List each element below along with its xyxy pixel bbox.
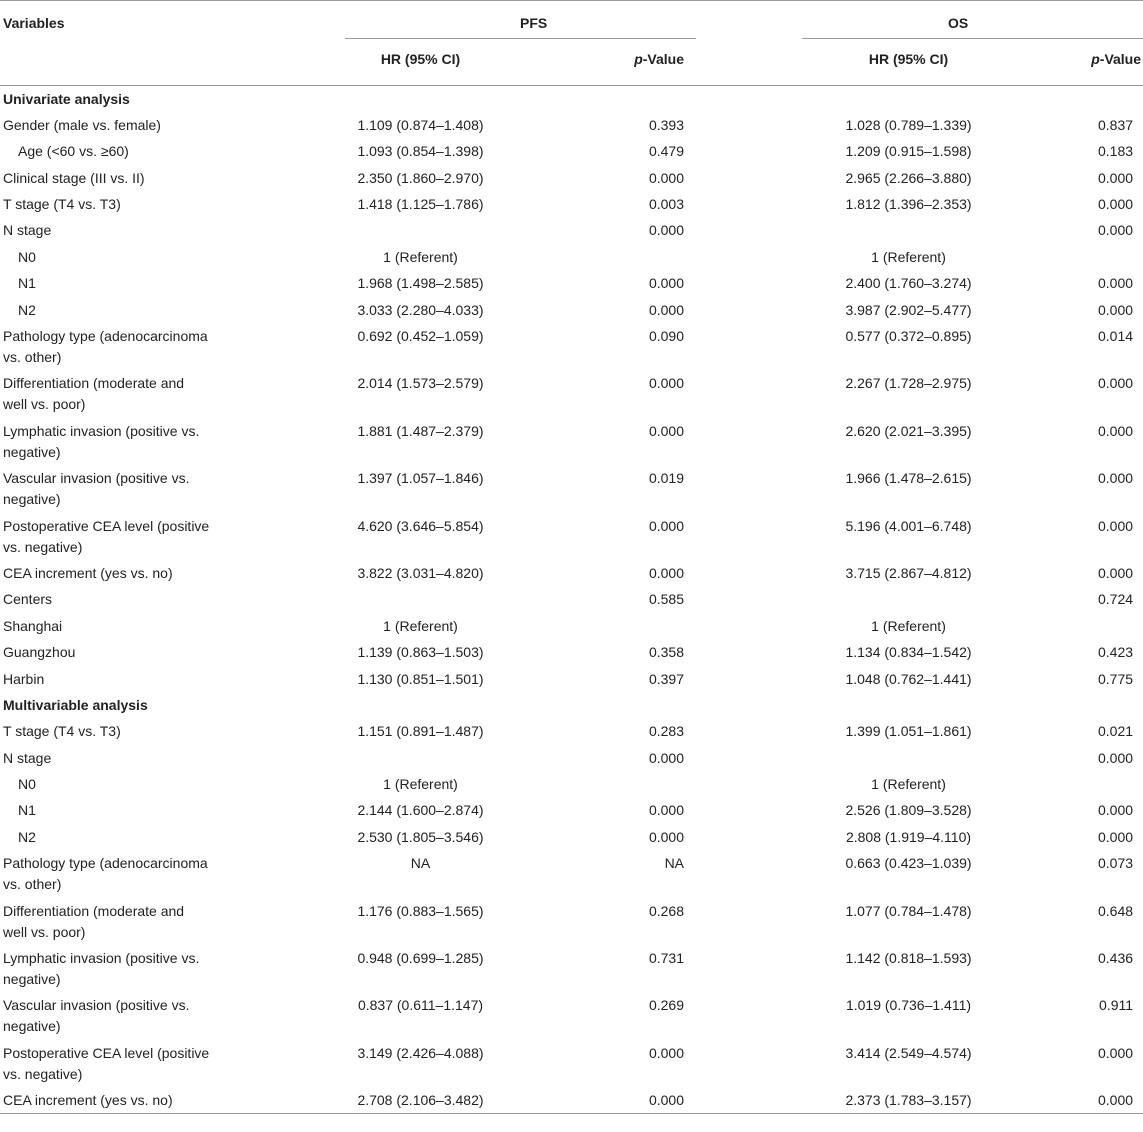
os-hr-cell (800, 217, 1037, 243)
os-hr-cell: 2.267 (1.728–2.975) (845, 375, 972, 392)
pfs-pvalue-cell: 0.003 (648, 196, 685, 213)
variable-label-line1: N1 (18, 802, 36, 819)
pfs-pvalue-cell: 0.000 (571, 1087, 696, 1113)
table-row (0, 992, 1143, 1039)
variable-label (0, 1040, 270, 1087)
spacer-cell (696, 898, 800, 945)
pfs-hr-cell: 1 (Referent) (383, 248, 458, 265)
spacer-cell (696, 418, 800, 465)
os-pvalue-cell: 0.436 (1097, 950, 1134, 967)
section-label: Multivariable analysis (3, 696, 148, 713)
pfs-hr-cell: 2.014 (1.573–2.579) (357, 375, 484, 392)
os-pvalue-cell: 0.000 (1097, 275, 1134, 292)
spacer-cell (696, 138, 800, 164)
table-row (0, 217, 1143, 243)
os-hr-cell: 2.965 (2.266–3.880) (845, 169, 972, 186)
pfs-hr-cell: 1.139 (0.863–1.503) (357, 644, 484, 661)
variable-label-line1: T stage (T4 vs. T3) (3, 723, 121, 740)
variable-label (0, 270, 270, 296)
spacer-cell (696, 217, 800, 243)
header-os: OS (800, 1, 1143, 38)
pfs-pvalue-cell (571, 771, 696, 797)
pfs-pvalue-cell: 0.000 (648, 375, 685, 392)
variable-label-line2: negative) (3, 971, 61, 988)
variable-label-line1: N2 (18, 301, 36, 318)
variable-label (0, 560, 270, 586)
pfs-hr-cell: 1.176 (0.883–1.565) (357, 902, 484, 919)
pfs-hr-cell: 3.149 (2.426–4.088) (357, 1044, 484, 1061)
os-pvalue-cell: 0.000 (1097, 301, 1134, 318)
variable-label-line2: negative) (3, 1018, 61, 1035)
pfs-hr-cell: 0.692 (0.452–1.059) (357, 328, 484, 345)
variable-label (0, 465, 270, 512)
variable-label-line2: vs. negative) (3, 538, 83, 555)
pfs-hr-cell: 2.144 (1.600–2.874) (357, 802, 484, 819)
os-hr-cell (800, 586, 1037, 612)
variable-label (0, 797, 270, 823)
variable-label (0, 297, 270, 323)
spacer-cell (696, 771, 800, 797)
pfs-pvalue-cell: 0.585 (648, 591, 685, 608)
table-row (0, 138, 1143, 164)
variable-label-line1: T stage (T4 vs. T3) (3, 196, 121, 213)
os-hr-cell: 0.577 (0.372–0.895) (845, 328, 972, 345)
pfs-hr-cell: 1 (Referent) (383, 776, 458, 793)
spacer-cell (696, 666, 800, 692)
os-hr-cell: 1.399 (1.051–1.861) (845, 723, 972, 740)
header-row-columns (0, 38, 1143, 86)
spacer-cell (696, 513, 800, 560)
variable-label-line1: Harbin (3, 670, 45, 687)
table-row (0, 165, 1143, 191)
pfs-pvalue-cell: 0.000 (648, 275, 685, 292)
pfs-hr-cell: 3.033 (2.280–4.033) (357, 301, 484, 318)
os-hr-cell: 2.808 (1.919–4.110) (845, 828, 972, 845)
variable-label-line1: N2 (18, 828, 36, 845)
variable-label (0, 992, 270, 1039)
pfs-hr-cell: 4.620 (3.646–5.854) (357, 517, 484, 534)
pfs-hr-cell: 2.350 (1.860–2.970) (357, 169, 484, 186)
os-pvalue-cell: 0.000 (1097, 749, 1134, 766)
pfs-pvalue-cell: 0.397 (648, 670, 685, 687)
spacer-cell (696, 297, 800, 323)
spacer-cell (696, 824, 800, 850)
variable-label-line1: Postoperative CEA level (positive (3, 517, 210, 534)
os-hr-cell: 1.134 (0.834–1.542) (845, 644, 972, 661)
variable-label (0, 613, 270, 639)
table-row (0, 639, 1143, 665)
variable-label-line2: vs. other) (3, 876, 62, 893)
variable-label-line1: CEA increment (yes vs. no) (3, 564, 173, 581)
variable-label (0, 718, 270, 744)
variable-label (0, 745, 270, 771)
spacer-cell (696, 165, 800, 191)
pfs-pvalue-cell: 0.268 (648, 902, 685, 919)
os-pvalue-cell: 0.000 (1097, 375, 1134, 392)
variable-label-line2: negative) (3, 491, 61, 508)
spacer-cell (696, 191, 800, 217)
spacer-cell (696, 945, 800, 992)
os-hr-cell: 1.966 (1.478–2.615) (845, 470, 972, 487)
os-pvalue-cell: 0.000 (1097, 422, 1134, 439)
pfs-hr-cell: 1.093 (0.854–1.398) (357, 143, 484, 160)
variable-label (0, 165, 270, 191)
pfs-hr-cell: 1.397 (1.057–1.846) (357, 470, 484, 487)
variable-label-line1: Guangzhou (3, 644, 76, 661)
header-row-groups (0, 1, 1143, 38)
variable-label-line2: well vs. poor) (3, 923, 86, 940)
variable-label (0, 370, 270, 417)
variable-label-line1: Shanghai (3, 617, 63, 634)
pfs-hr-cell (270, 586, 571, 612)
pfs-hr-cell: 1.418 (1.125–1.786) (357, 196, 484, 213)
pfs-pvalue-cell: 0.000 (648, 1044, 685, 1061)
spacer-cell (696, 560, 800, 586)
os-pvalue-cell: 0.724 (1097, 591, 1134, 608)
spacer-cell (696, 613, 800, 639)
table-row (0, 370, 1143, 417)
table-row (0, 718, 1143, 744)
table-row (0, 850, 1143, 897)
variable-label-line1: CEA increment (yes vs. no) (3, 1092, 173, 1109)
variable-label-line1: Gender (male vs. female) (3, 116, 161, 133)
table-row (0, 418, 1143, 465)
pfs-pvalue-cell: 0.731 (648, 950, 685, 967)
table-row (0, 270, 1143, 296)
section-row (0, 692, 1143, 718)
section-label: Univariate analysis (3, 91, 130, 107)
table-row (0, 560, 1143, 586)
os-pvalue-cell (1037, 244, 1143, 270)
spacer-cell (696, 370, 800, 417)
table-body (0, 86, 1143, 1114)
os-hr-cell: 1.028 (0.789–1.339) (845, 116, 972, 133)
table-row (0, 745, 1143, 771)
pfs-pvalue-cell: 0.000 (648, 222, 685, 239)
variable-label-line1: N0 (18, 248, 36, 265)
header-os-hr: HR (95% CI) (800, 38, 1037, 86)
os-pvalue-cell: 0.911 (1099, 997, 1134, 1014)
os-hr-cell: 3.987 (2.902–5.477) (845, 301, 972, 318)
variable-label-line1: Postoperative CEA level (positive (3, 1044, 210, 1061)
table-row (0, 112, 1143, 138)
spacer-cell (696, 797, 800, 823)
pfs-pvalue-cell: 0.000 (648, 802, 685, 819)
os-group-rule (802, 38, 1143, 39)
pfs-hr-cell: 0.948 (0.699–1.285) (357, 950, 484, 967)
header-os-pvalue (1037, 38, 1143, 86)
variable-label-line1: Clinical stage (III vs. II) (3, 169, 145, 186)
header-pfs-p-rest: -Value (642, 50, 685, 67)
variable-label-line2: vs. other) (3, 349, 62, 366)
header-os-p-rest: -Value (1099, 50, 1142, 67)
pfs-pvalue-cell: NA (664, 855, 685, 872)
variable-label-line1: Pathology type (adenocarcinoma (3, 328, 208, 345)
pfs-pvalue-cell: 0.283 (648, 723, 685, 740)
os-pvalue-cell: 0.000 (1037, 1087, 1143, 1113)
os-hr-cell: 5.196 (4.001–6.748) (845, 517, 972, 534)
pfs-hr-cell: 1.151 (0.891–1.487) (357, 723, 484, 740)
variable-label-line1: Age (<60 vs. ≥60) (18, 143, 129, 160)
variable-label (0, 217, 270, 243)
os-hr-cell: 1.048 (0.762–1.441) (845, 670, 972, 687)
os-pvalue-cell: 0.000 (1097, 222, 1134, 239)
table-row (0, 613, 1143, 639)
os-pvalue-cell (1037, 771, 1143, 797)
pfs-pvalue-cell: 0.019 (648, 470, 685, 487)
pfs-pvalue-cell: 0.358 (648, 644, 685, 661)
variable-label (0, 418, 270, 465)
os-hr-cell: 1.019 (0.736–1.411) (845, 997, 972, 1014)
os-hr-cell: 1 (Referent) (871, 617, 946, 634)
os-pvalue-cell: 0.000 (1097, 802, 1134, 819)
pfs-group-rule (345, 38, 696, 39)
os-hr-cell: 2.400 (1.760–3.274) (845, 275, 972, 292)
variable-label-line1: Lymphatic invasion (positive vs. (3, 422, 200, 439)
table-row (0, 898, 1143, 945)
os-hr-cell: 1.209 (0.915–1.598) (845, 143, 972, 160)
table-row (0, 244, 1143, 270)
pfs-pvalue-cell: 0.090 (648, 328, 685, 345)
spacer-cell (696, 718, 800, 744)
variable-label-line1: Lymphatic invasion (positive vs. (3, 950, 200, 967)
spacer-cell (696, 1040, 800, 1087)
pfs-hr-cell: 1.968 (1.498–2.585) (357, 275, 484, 292)
spacer-cell (696, 270, 800, 296)
os-hr-cell: 3.715 (2.867–4.812) (845, 564, 972, 581)
variable-label (0, 945, 270, 992)
os-hr-cell: 3.414 (2.549–4.574) (845, 1044, 972, 1061)
pfs-pvalue-cell (571, 613, 696, 639)
os-pvalue-cell: 0.014 (1097, 328, 1134, 345)
table-row (0, 586, 1143, 612)
spacer-cell (696, 1087, 800, 1113)
pfs-pvalue-cell: 0.000 (648, 517, 685, 534)
pfs-hr-cell: 1.881 (1.487–2.379) (357, 422, 484, 439)
pfs-pvalue-cell: 0.393 (648, 116, 685, 133)
spacer-cell (696, 112, 800, 138)
variable-label-line2: vs. negative) (3, 1065, 83, 1082)
variable-label (0, 513, 270, 560)
table-row (0, 797, 1143, 823)
variable-label (0, 323, 270, 370)
variable-label (0, 898, 270, 945)
os-pvalue-cell: 0.000 (1097, 564, 1134, 581)
pfs-pvalue-cell (571, 244, 696, 270)
pfs-hr-cell: 2.530 (1.805–3.546) (357, 828, 484, 845)
variable-label-line1: Centers (3, 591, 53, 608)
os-pvalue-cell: 0.000 (1097, 470, 1134, 487)
os-pvalue-cell: 0.021 (1097, 723, 1134, 740)
variable-label (0, 112, 270, 138)
os-pvalue-cell: 0.000 (1097, 196, 1134, 213)
os-pvalue-cell: 0.073 (1097, 855, 1134, 872)
pfs-pvalue-cell: 0.000 (648, 301, 685, 318)
section-row (0, 86, 1143, 112)
spacer-cell (696, 850, 800, 897)
os-pvalue-cell: 0.000 (1097, 169, 1134, 186)
variable-label (0, 824, 270, 850)
pfs-hr-cell: 1 (Referent) (383, 617, 458, 634)
variable-label-line1: Pathology type (adenocarcinoma (3, 855, 208, 872)
os-hr-cell (800, 745, 1037, 771)
os-pvalue-cell: 0.423 (1097, 644, 1134, 661)
variable-label-line1: N0 (18, 776, 36, 793)
spacer-cell (696, 586, 800, 612)
table-row (0, 465, 1143, 512)
os-hr-cell: 2.373 (1.783–3.157) (800, 1087, 1037, 1113)
os-hr-cell: 1.077 (0.784–1.478) (845, 902, 972, 919)
header-pfs-p-italic: p (634, 50, 643, 67)
os-pvalue-cell: 0.775 (1097, 670, 1134, 687)
pfs-hr-cell: 0.837 (0.611–1.147) (357, 997, 484, 1014)
table-row (0, 1040, 1143, 1087)
os-pvalue-cell: 0.000 (1097, 1044, 1134, 1061)
variable-label (0, 191, 270, 217)
pfs-hr-cell (270, 745, 571, 771)
os-hr-cell: 0.663 (0.423–1.039) (845, 855, 972, 872)
variable-label (0, 244, 270, 270)
os-hr-cell: 2.526 (1.809–3.528) (845, 802, 972, 819)
pfs-hr-cell: 1.130 (0.851–1.501) (357, 670, 484, 687)
spacer-cell (696, 639, 800, 665)
variable-label-line1: Vascular invasion (positive vs. (3, 470, 190, 487)
header-os-p-italic: p (1091, 50, 1100, 67)
os-pvalue-cell: 0.648 (1097, 902, 1134, 919)
pfs-hr-cell: 3.822 (3.031–4.820) (357, 564, 484, 581)
variable-label-line1: Vascular invasion (positive vs. (3, 997, 190, 1014)
table-row (0, 771, 1143, 797)
variable-label (0, 586, 270, 612)
pfs-pvalue-cell: 0.000 (648, 169, 685, 186)
variable-label (0, 138, 270, 164)
spacer-cell (696, 465, 800, 512)
header-pfs: PFS (270, 1, 696, 38)
variable-label-line2: well vs. poor) (3, 396, 86, 413)
spacer-cell (696, 992, 800, 1039)
header-pfs-hr: HR (95% CI) (270, 38, 571, 86)
table-row (0, 323, 1143, 370)
table-row (0, 1087, 1143, 1113)
variable-label-line1: N1 (18, 275, 36, 292)
table-row (0, 824, 1143, 850)
pfs-pvalue-cell: 0.269 (648, 997, 685, 1014)
variable-label (0, 1087, 270, 1113)
spacer-cell (696, 745, 800, 771)
variable-label (0, 850, 270, 897)
variable-label-line1: Differentiation (moderate and (3, 902, 185, 919)
variable-label-line1: N stage (3, 222, 52, 239)
pfs-hr-cell: NA (410, 855, 431, 872)
table-row (0, 191, 1143, 217)
os-pvalue-cell: 0.837 (1097, 116, 1134, 133)
pfs-pvalue-cell: 0.000 (648, 422, 685, 439)
variable-label-line1: Differentiation (moderate and (3, 375, 185, 392)
variable-label-line2: negative) (3, 443, 61, 460)
os-hr-cell: 1 (Referent) (871, 776, 946, 793)
header-pfs-pvalue (571, 38, 696, 86)
table-row (0, 666, 1143, 692)
pfs-pvalue-cell: 0.000 (648, 564, 685, 581)
pfs-pvalue-cell: 0.479 (648, 143, 685, 160)
variable-label (0, 666, 270, 692)
spacer-cell (696, 244, 800, 270)
table-row (0, 297, 1143, 323)
os-pvalue-cell: 0.183 (1097, 143, 1134, 160)
pfs-hr-cell: 2.708 (2.106–3.482) (270, 1087, 571, 1113)
variable-label (0, 771, 270, 797)
pfs-pvalue-cell: 0.000 (648, 828, 685, 845)
os-pvalue-cell: 0.000 (1097, 517, 1134, 534)
pfs-hr-cell (270, 217, 571, 243)
pfs-hr-cell: 1.109 (0.874–1.408) (357, 116, 484, 133)
os-pvalue-cell: 0.000 (1097, 828, 1134, 845)
os-hr-cell: 1.812 (1.396–2.353) (845, 196, 972, 213)
os-hr-cell: 1 (Referent) (871, 248, 946, 265)
table-row (0, 513, 1143, 560)
os-hr-cell: 2.620 (2.021–3.395) (845, 422, 972, 439)
os-pvalue-cell (1037, 613, 1143, 639)
os-hr-cell: 1.142 (0.818–1.593) (845, 950, 972, 967)
table-row (0, 945, 1143, 992)
spacer-cell (696, 323, 800, 370)
variable-label-line1: N stage (3, 749, 52, 766)
header-variables: Variables (0, 1, 270, 38)
pfs-pvalue-cell: 0.000 (648, 749, 685, 766)
variable-label (0, 639, 270, 665)
